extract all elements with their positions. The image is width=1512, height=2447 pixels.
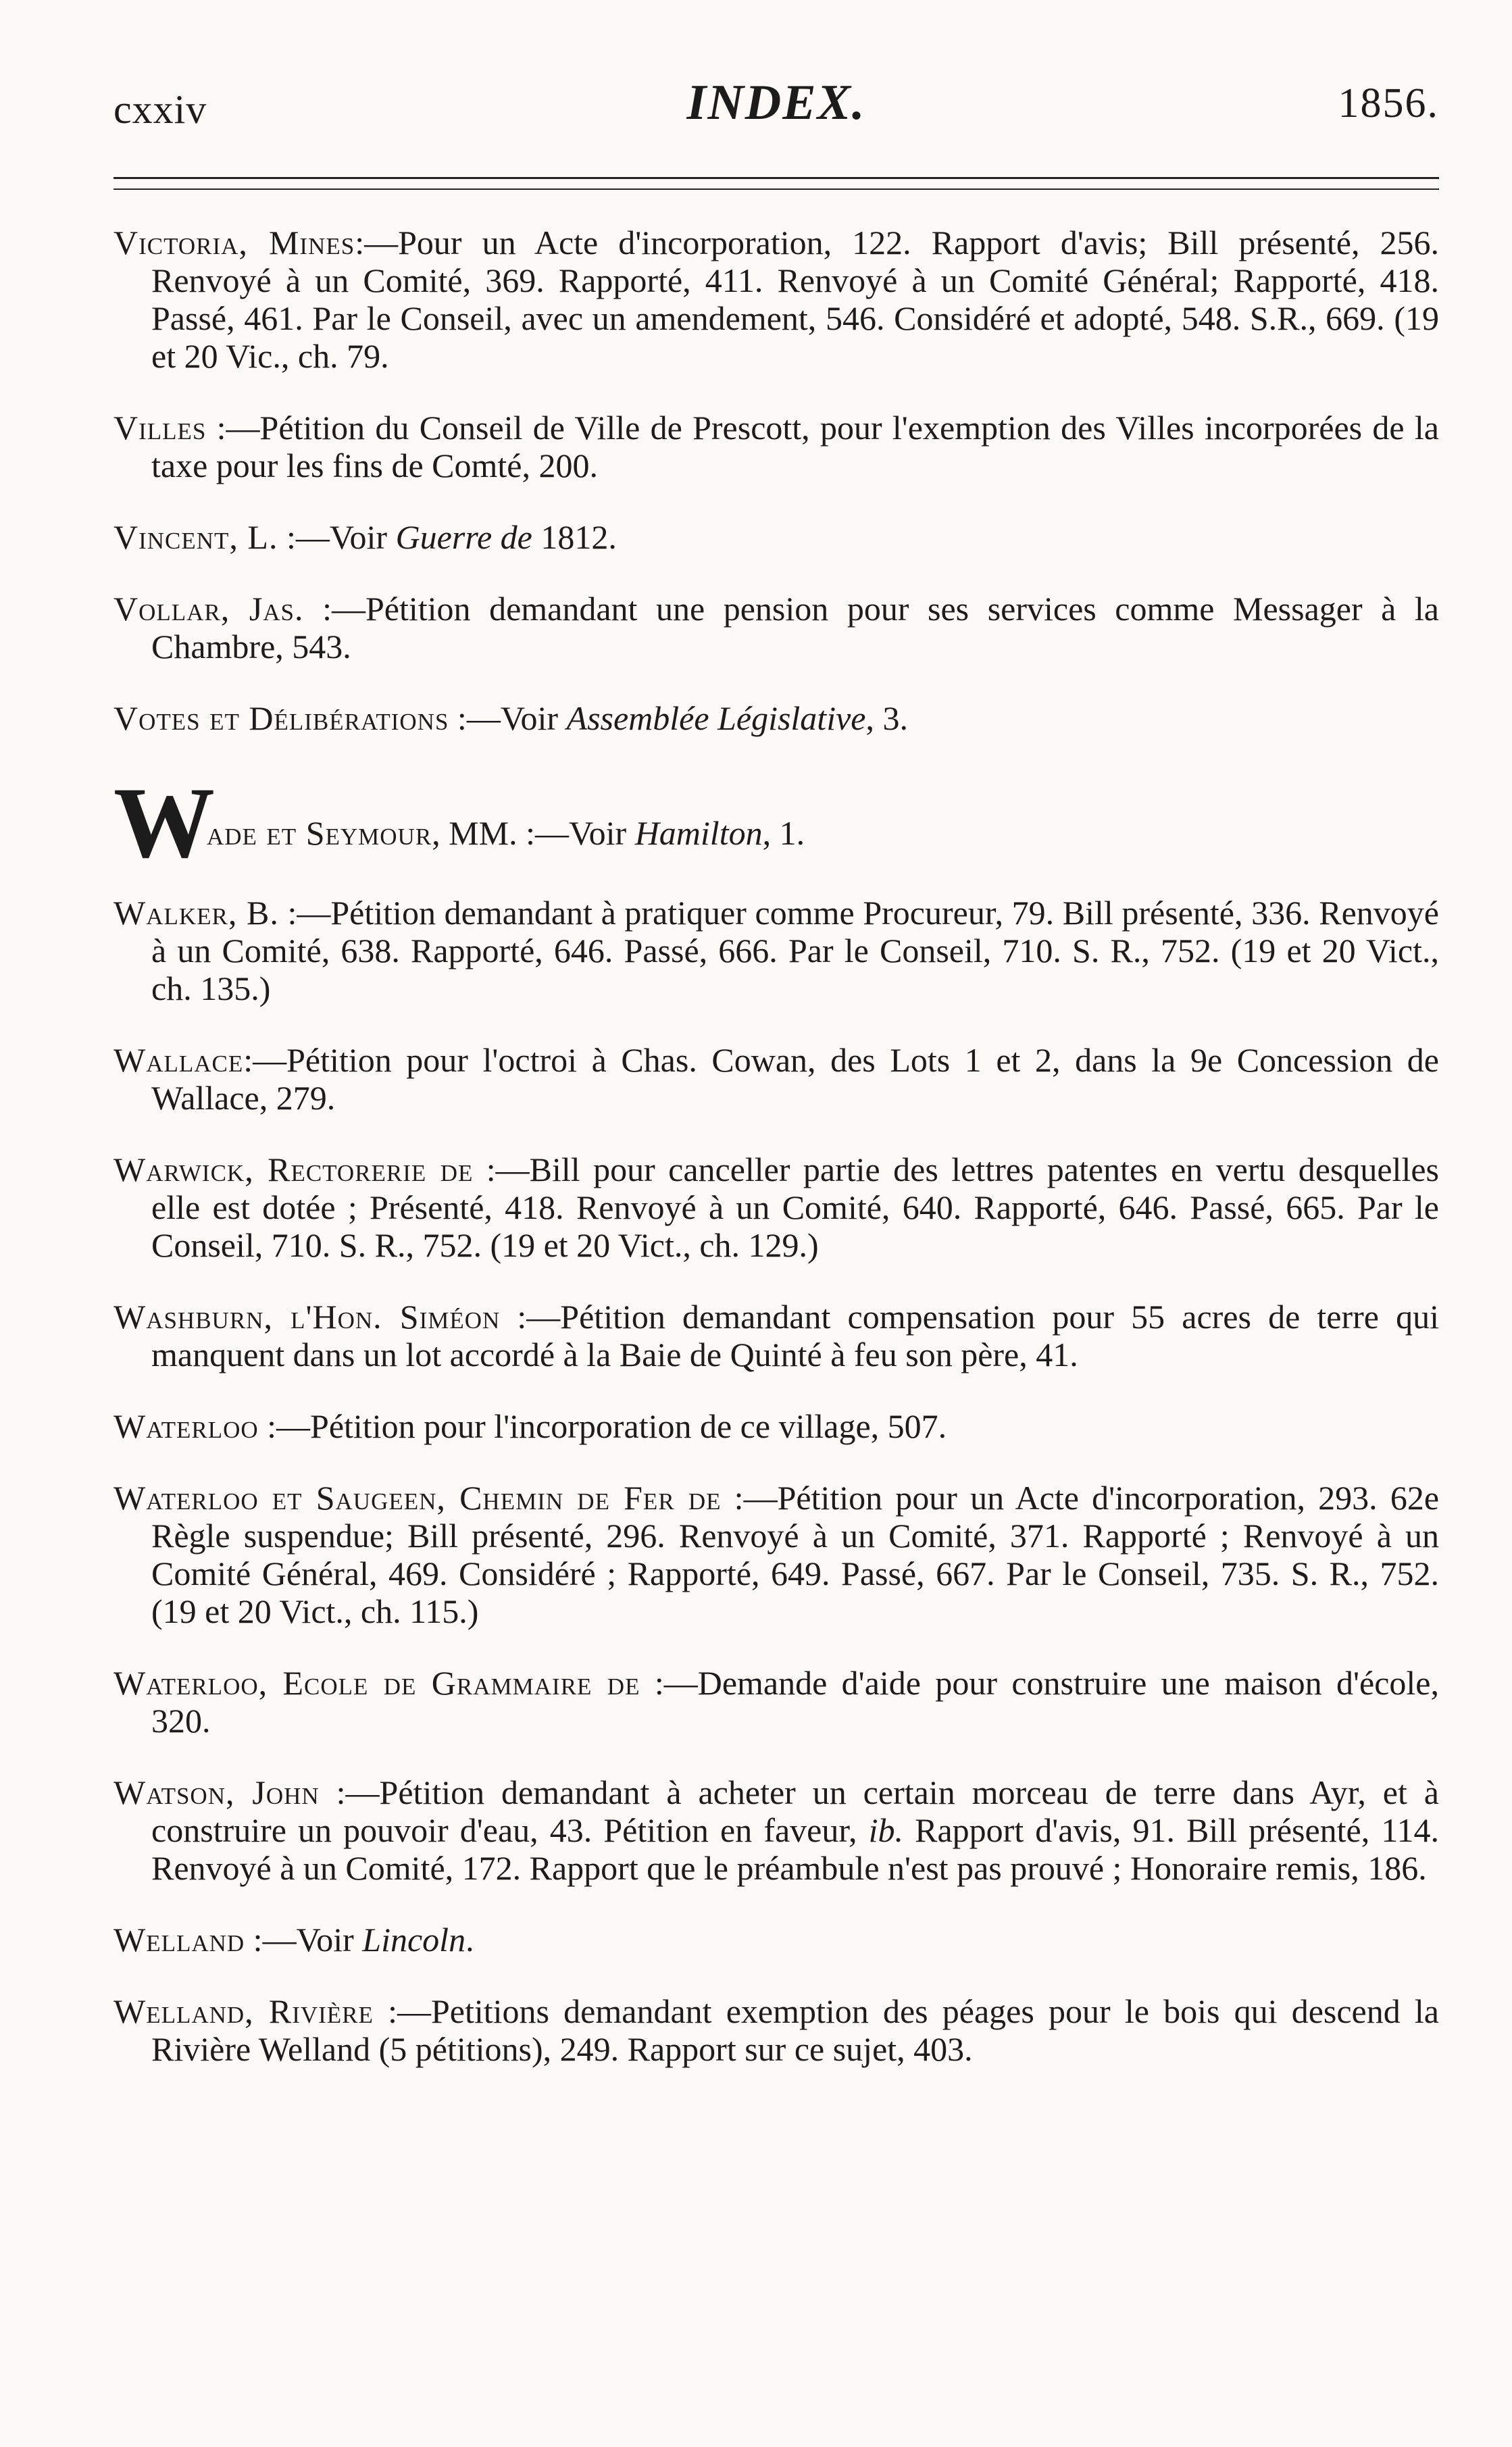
drop-cap-letter: W <box>114 767 215 879</box>
entry-tail: 1812. <box>532 518 617 556</box>
entry-head: Waterloo, Ecole de Grammaire de <box>114 1664 640 1702</box>
running-head <box>114 74 1439 142</box>
entries-w <box>114 894 1439 2068</box>
entry-head: Warwick, Rectorerie de <box>114 1151 474 1188</box>
entry-text: :—Pétition demandant à acheter un certain morceau de terre dans Ayr, et à construire un pouvoir d'eau, 43. Pétition en faveur, <box>151 1773 1439 1849</box>
header-rule <box>114 177 1439 190</box>
index-entry-welland <box>114 1921 1439 1959</box>
folio: cxxiv <box>114 87 207 132</box>
entry-head: Victoria, Mines <box>114 224 355 261</box>
entry-head: Waterloo et Saugeen, Chemin de Fer de <box>114 1479 722 1517</box>
entry-text: , MM. :—Voir <box>432 814 635 852</box>
entry-reference: Hamilton <box>634 814 763 852</box>
index-entry-welland-riviere <box>114 1992 1439 2068</box>
index-entry-walker <box>114 894 1439 1007</box>
year: 1856. <box>1338 80 1439 126</box>
index-entry-waterloo-saugeen <box>114 1479 1439 1630</box>
index-entry-wade <box>207 814 805 852</box>
entry-head: Wallace <box>114 1041 244 1079</box>
entry-text: :—Petitions demandant exemption des péages pour le bois qui descend la Rivière Welland (5 pétitions), 249. Rapport sur ce sujet, 403. <box>151 1992 1439 2068</box>
index-entry-watson <box>114 1773 1439 1887</box>
entry-text: :—Pétition pour l'incorporation de ce village, 507. <box>258 1407 947 1445</box>
entry-head: Welland, Rivière <box>114 1992 374 2030</box>
entry-tail: . <box>465 1921 474 1959</box>
entry-head: ade et Seymour <box>207 814 432 852</box>
entry-text: :—Pétition pour un Acte d'incorporation, 293. 62e Règle suspendue; Bill présenté, 296. Renvoyé à un Comité, 371. Rapporté ; Renvoyé à un Comité Général, 469. Considéré ; Rapporté, 649. Passé, 667. Par le Conseil, 735. S. R., 752. (19 et 20 Vict., ch. 115.) <box>151 1479 1440 1630</box>
index-entry-warwick <box>114 1151 1439 1264</box>
entry-text: :—Voir <box>278 518 396 556</box>
index-entry-vincent <box>114 518 1439 556</box>
index-entry-waterloo-ecole <box>114 1664 1439 1740</box>
index-entry-waterloo <box>114 1407 1439 1445</box>
letter-section-w <box>114 767 1439 879</box>
entry-text: :—Pour un Acte d'incorporation, 122. Rapport d'avis; Bill présenté, 256. Renvoyé à un Comité, 369. Rapporté, 411. Renvoyé à un Comité Général; Rapporté, 418. Passé, 461. Par le Conseil, avec un amendement, 546. Considéré et adopté, 548. S.R., 669. (19 et 20 Vic., ch. 79. <box>151 224 1439 375</box>
index-entry-victoria-mines <box>114 224 1439 375</box>
entry-text: :—Pétition du Conseil de Ville de Prescott, pour l'exemption des Villes incorporées de la taxe pour les fins de Comté, 200. <box>151 409 1439 484</box>
entry-text: :—Demande d'aide pour construire une maison d'école, 320. <box>151 1664 1439 1740</box>
entry-text: :—Pétition pour l'octroi à Chas. Cowan, des Lots 1 et 2, dans la 9e Concession de Wallace, 279. <box>151 1041 1439 1117</box>
entry-text: :—Voir <box>449 699 567 737</box>
index-page <box>114 74 1439 2088</box>
entry-text: :—Pétition demandant à pratiquer comme Procureur, 79. Bill présenté, 336. Renvoyé à un Comité, 638. Rapporté, 646. Passé, 666. Par le Conseil, 710. S. R., 752. (19 et 20 Vict., ch. 135.) <box>151 894 1440 1007</box>
entry-reference: Lincoln <box>362 1921 466 1959</box>
index-entry-vollar <box>114 590 1439 665</box>
entry-head: Watson, John <box>114 1773 320 1811</box>
index-entry-villes <box>114 409 1439 484</box>
entry-head: Votes et Délibérations <box>114 699 449 737</box>
entry-reference: Assemblée Législative <box>566 699 866 737</box>
entry-head: Washburn, l'Hon. Siméon <box>114 1298 501 1336</box>
entry-text: :—Bill pour canceller partie des lettres patentes en vertu desquelles elle est dotée ; Présenté, 418. Renvoyé à un Comité, 640. Rapporté, 646. Passé, 665. Par le Conseil, 710. S. R., 752. (19 et 20 Vict., ch. 129.) <box>151 1151 1439 1264</box>
entry-head: Walker, B. <box>114 894 279 932</box>
entry-text: :—Pétition demandant compensation pour 55 acres de terre qui manquent dans un lot accordé à la Baie de Quinté à feu son père, 41. <box>151 1298 1439 1373</box>
index-entry-washburn <box>114 1298 1439 1373</box>
entry-tail: , 3. <box>865 699 908 737</box>
entry-head: Vincent, L. <box>114 518 278 556</box>
entry-tail: Rapport d'avis, 91. Bill présenté, 114. Renvoyé à un Comité, 172. Rapport que le préambule n'est pas prouvé ; Honoraire remis, 186. <box>151 1811 1439 1887</box>
page-title: INDEX. <box>686 75 866 130</box>
entry-reference: ib. <box>868 1811 904 1849</box>
entry-head: Waterloo <box>114 1407 259 1445</box>
entry-text: :—Voir <box>245 1921 363 1959</box>
entry-reference: Guerre de <box>395 518 532 556</box>
entry-text: :—Pétition demandant une pension pour ses services comme Messager à la Chambre, 543. <box>151 590 1439 665</box>
entry-head: Welland <box>114 1921 245 1959</box>
index-entry-wallace <box>114 1041 1439 1117</box>
entry-head: Vollar, Jas. <box>114 590 304 628</box>
entries-v <box>114 224 1439 737</box>
index-entry-votes <box>114 699 1439 737</box>
entry-head: Villes <box>114 409 207 447</box>
entry-tail: , 1. <box>762 814 805 852</box>
